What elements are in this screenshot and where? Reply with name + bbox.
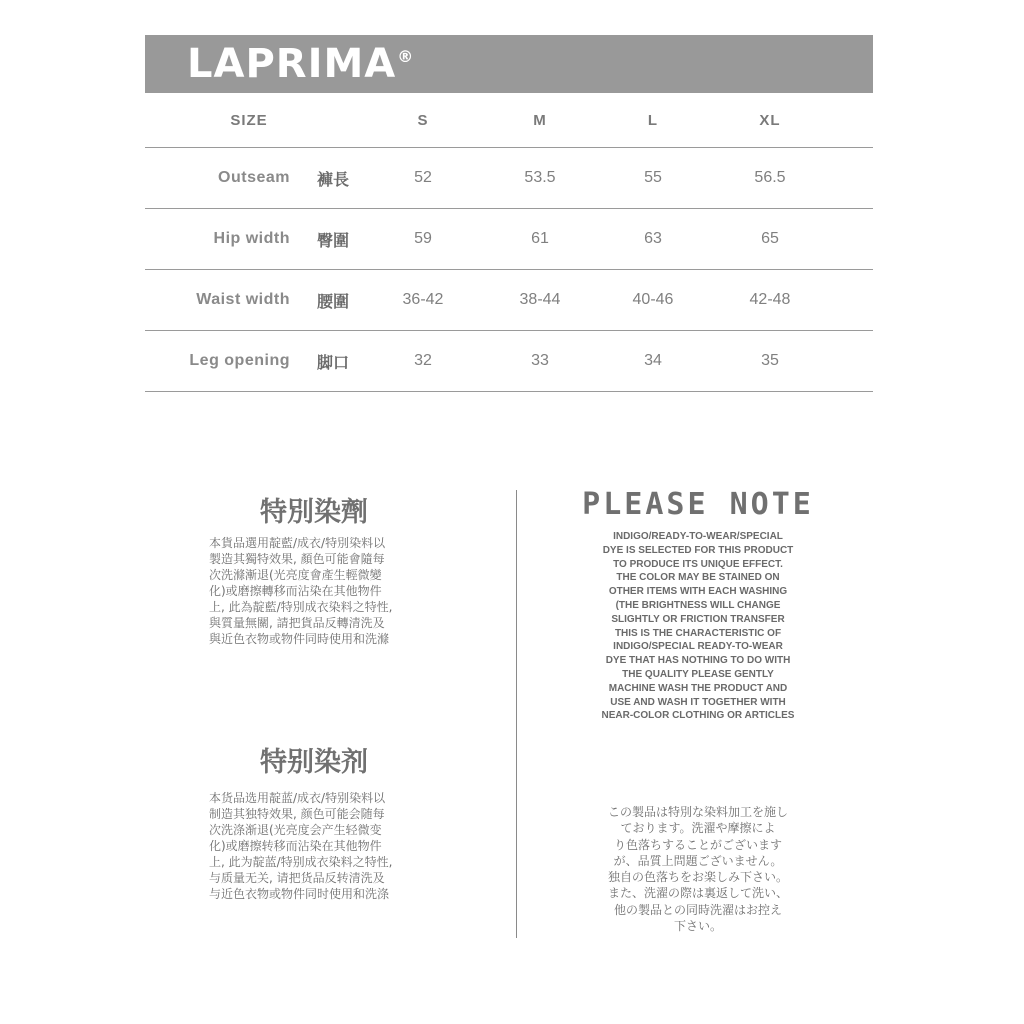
traditional-notice-title: 特別染劑 [260, 497, 368, 528]
table-cell: 34 [644, 352, 662, 369]
english-notice-body: INDIGO/READY-TO-WEAR/SPECIAL DYE IS SELECTED FOR THIS PRODUCT TO PRODUCE ITS UNIQUE EFFECT. THE COLOR MAY BE STAINED ON OTHER ITEMS WITH EACH WASHING (THE BRIGHTNESS WILL CHANGE SLIGHTLY OR FRICTION TRANSFER THIS IS THE CHARACTERISTIC OF INDIGO/SPECIAL READY-TO-WEAR DYE THAT HAS NOTHING TO DO WITH THE QUALITY PLEASE GENTLY MACHINE WASH THE PRODUCT AND USE AND WASH IT TOGETHER WITH NEAR-COLOR CLOTHING OR ARTICLES [601, 531, 795, 722]
brand-name: LAPRIMA [187, 41, 397, 87]
english-notice-title: PLEASE NOTE [582, 487, 814, 522]
table-cell: 35 [761, 352, 779, 369]
brand-header-bar [145, 35, 873, 93]
row-label-zh: 脚口 [317, 352, 350, 372]
table-cell: 61 [531, 230, 549, 247]
column-divider [516, 490, 517, 938]
size-xl-header: XL [759, 111, 781, 129]
table-cell: 52 [414, 169, 432, 186]
table-row-leg-opening [145, 331, 873, 392]
size-header-row [145, 93, 873, 148]
traditional-notice-body: 本貨品選用靛藍/成衣/特別染料以 製造其獨特效果, 顏色可能會隨每 次洗滌漸退(光亮度會產生輕微變 化)或磨擦轉移而沾染在其他物件 上, 此為靛藍/特別成衣染料之特性, 與質量無關, 請把貨品反轉清洗及 與近色衣物或物件同時使用和洗滌 [209, 536, 393, 646]
japanese-notice-body: この製品は特別な染料加工を施し ております。洗濯や摩擦によ り色落ちすることがございます が、品質上問題ございません。 独自の色落ちをお楽しみ下さい。 また、洗濯の際は裏返して洗い、 他の製品との同時洗濯はお控え 下さい。 [607, 805, 788, 934]
size-m-header: M [533, 111, 547, 129]
simplified-notice-title: 特别染剂 [260, 747, 368, 778]
size-column-label: SIZE [230, 111, 268, 129]
table-cell: 42-48 [749, 291, 791, 308]
table-cell: 32 [414, 352, 432, 369]
table-cell: 56.5 [754, 169, 786, 186]
size-s-header: S [417, 111, 429, 129]
row-label-en: Leg opening [189, 352, 290, 369]
row-label-zh: 臀圍 [317, 230, 350, 250]
registered-mark: ® [397, 47, 415, 66]
table-row-outseam [145, 148, 873, 209]
row-label-zh: 腰圍 [317, 291, 350, 311]
table-cell: 33 [531, 352, 549, 369]
table-cell: 40-46 [632, 291, 674, 308]
row-label-en: Hip width [213, 230, 290, 247]
simplified-notice-body: 本货品选用靛蓝/成衣/特别染料以 制造其独特效果, 颜色可能会随每 次洗涤渐退(光亮度会产生轻微变 化)或磨擦转移而沾染在其他物件 上, 此为靛蓝/特别成衣染料之特性, 与质量无关, 请把货品反转清洗及 与近色衣物或物件同时使用和洗涤 [209, 791, 393, 901]
table-cell: 53.5 [524, 169, 556, 186]
table-cell: 36-42 [402, 291, 444, 308]
table-cell: 63 [644, 230, 662, 247]
brand-logo [187, 41, 414, 87]
table-cell: 59 [414, 230, 432, 247]
table-cell: 38-44 [519, 291, 561, 308]
row-label-en: Waist width [196, 291, 290, 308]
row-label-zh: 褲長 [317, 169, 350, 189]
size-chart-table [145, 93, 873, 392]
table-cell: 65 [761, 230, 779, 247]
table-row-hip-width [145, 209, 873, 270]
table-cell: 55 [644, 169, 662, 186]
table-row-waist-width [145, 270, 873, 331]
size-l-header: L [647, 111, 659, 129]
row-label-en: Outseam [218, 169, 290, 186]
